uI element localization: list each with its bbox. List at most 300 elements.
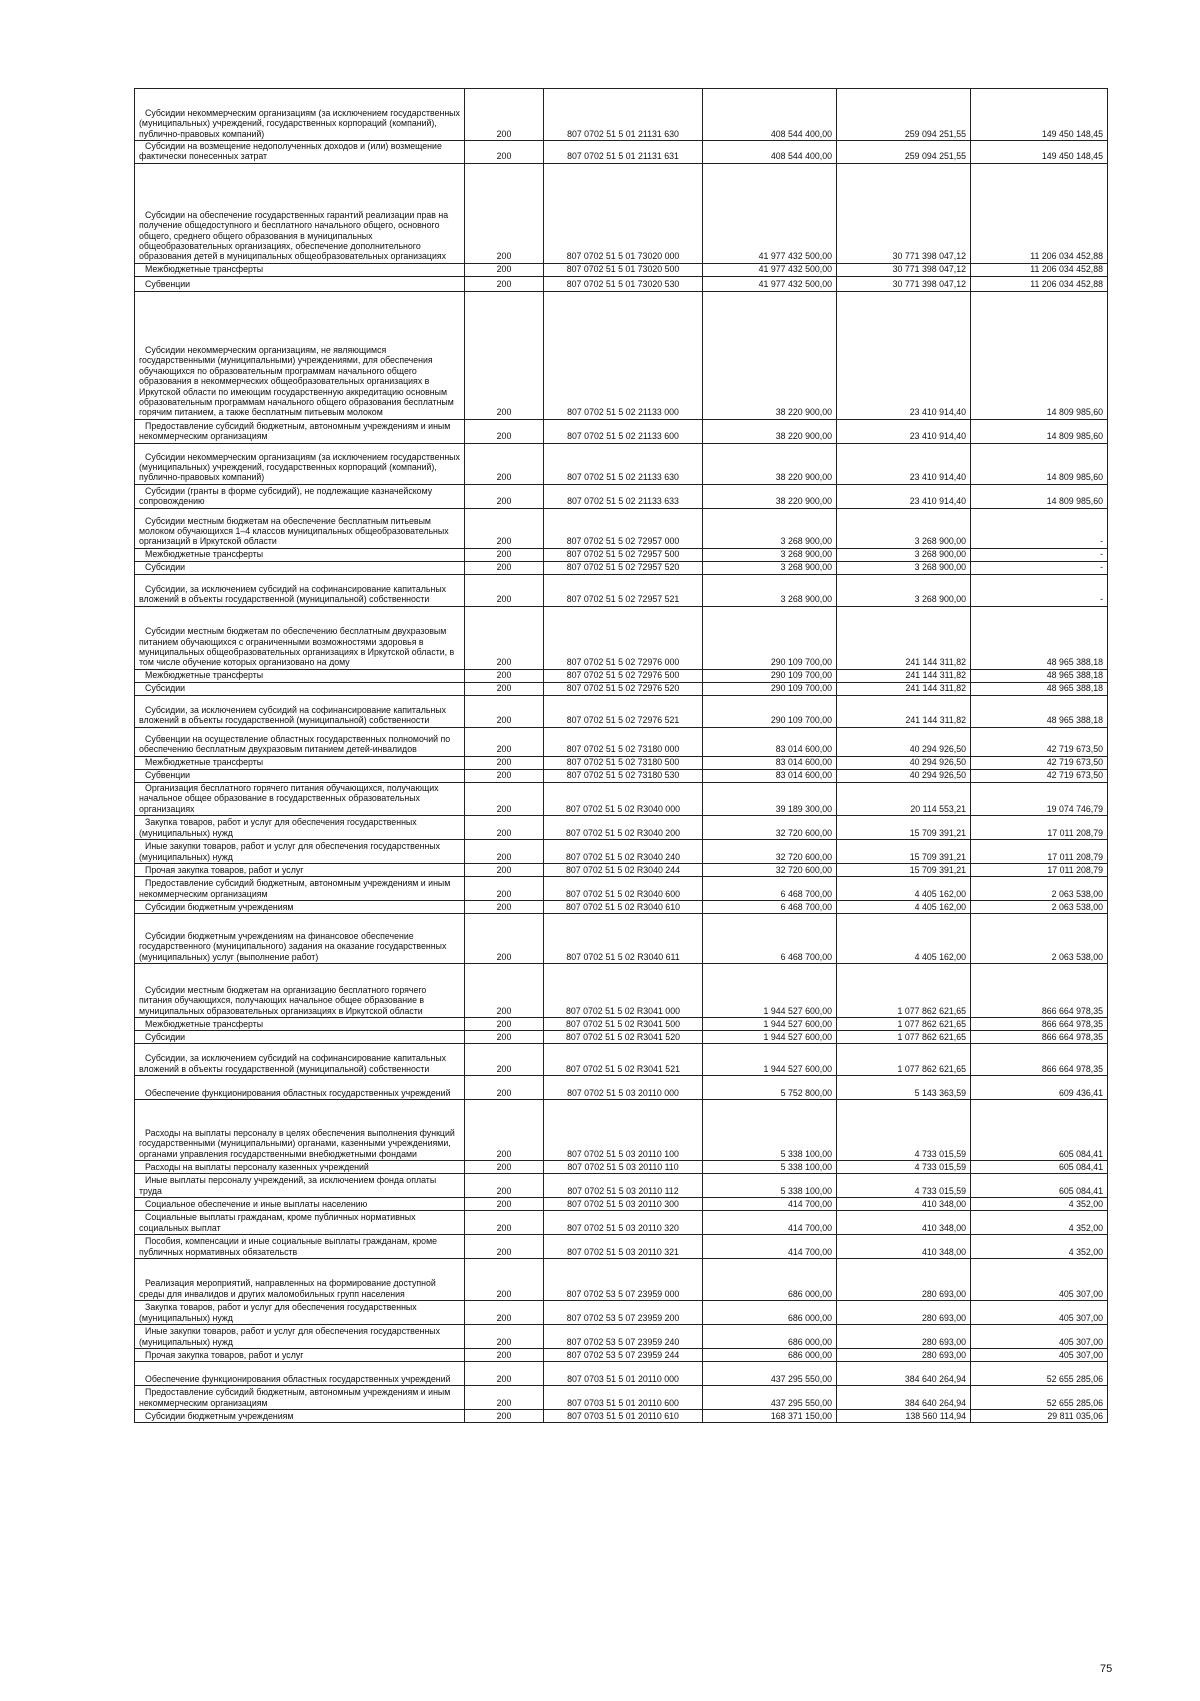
row-executed-amount: 1 077 862 621,65	[837, 964, 971, 1018]
row-description	[135, 1100, 465, 1161]
budget-report-sheet	[134, 88, 1102, 1423]
row-budget-code: 807 0702 51 5 02 73180 530	[544, 769, 703, 782]
table-row	[135, 574, 1108, 606]
row-section: 200	[465, 901, 544, 914]
row-executed-amount: 4 733 015,59	[837, 1174, 971, 1198]
row-approved-amount: 38 220 900,00	[703, 484, 837, 508]
row-description	[135, 964, 465, 1018]
row-description-text: Субсидии	[145, 562, 186, 573]
row-budget-code: 807 0702 51 5 02 72976 000	[544, 606, 703, 669]
table-row	[135, 276, 1108, 291]
table-row	[135, 669, 1108, 682]
row-section: 200	[465, 1031, 544, 1044]
row-approved-amount: 290 109 700,00	[703, 606, 837, 669]
table-row	[135, 1018, 1108, 1031]
row-approved-amount: 38 220 900,00	[703, 443, 837, 484]
row-unexecuted-amount: 609 436,41	[971, 1076, 1108, 1100]
row-approved-amount: 414 700,00	[703, 1198, 837, 1211]
row-approved-amount: 686 000,00	[703, 1349, 837, 1362]
row-description-text: Обеспечение функционирования областных государственных учреждений	[145, 1087, 451, 1098]
row-description	[135, 574, 465, 606]
row-budget-code: 807 0702 51 5 03 20110 100	[544, 1100, 703, 1161]
row-description-text: Предоставление субсидий бюджетным, автономным учреждениям и иным некоммерческим организациям	[139, 421, 451, 442]
table-row	[135, 769, 1108, 782]
row-description	[135, 1386, 465, 1410]
row-description	[135, 1018, 465, 1031]
row-unexecuted-amount: 52 655 285,06	[971, 1386, 1108, 1410]
row-executed-amount: 280 693,00	[837, 1349, 971, 1362]
row-section: 200	[465, 508, 544, 548]
row-budget-code: 807 0702 51 5 03 20110 321	[544, 1235, 703, 1259]
row-approved-amount: 686 000,00	[703, 1325, 837, 1349]
row-approved-amount: 41 977 432 500,00	[703, 263, 837, 276]
row-description-text: Субсидии бюджетным учреждениям	[145, 1410, 294, 1421]
row-approved-amount: 414 700,00	[703, 1235, 837, 1259]
row-section: 200	[465, 1076, 544, 1100]
row-description	[135, 864, 465, 877]
row-executed-amount: 241 144 311,82	[837, 606, 971, 669]
row-budget-code: 807 0702 51 5 02 R3040 610	[544, 901, 703, 914]
row-description	[135, 682, 465, 695]
row-approved-amount: 290 109 700,00	[703, 682, 837, 695]
row-section: 200	[465, 276, 544, 291]
row-unexecuted-amount: 605 084,41	[971, 1100, 1108, 1161]
row-budget-code: 807 0702 51 5 02 R3041 521	[544, 1044, 703, 1076]
row-section: 200	[465, 548, 544, 561]
row-approved-amount: 437 295 550,00	[703, 1386, 837, 1410]
row-approved-amount: 32 720 600,00	[703, 816, 837, 840]
row-executed-amount: 23 410 914,40	[837, 443, 971, 484]
row-approved-amount: 6 468 700,00	[703, 901, 837, 914]
row-executed-amount: 280 693,00	[837, 1325, 971, 1349]
row-unexecuted-amount: 866 664 978,35	[971, 1031, 1108, 1044]
row-approved-amount: 290 109 700,00	[703, 695, 837, 727]
row-description	[135, 816, 465, 840]
row-description-text: Субвенции	[145, 279, 191, 290]
row-section: 200	[465, 1018, 544, 1031]
row-executed-amount: 23 410 914,40	[837, 419, 971, 443]
row-description-text: Реализация мероприятий, направленных на формирование доступной среды для инвалидов и других маломобильных групп населения	[139, 1278, 436, 1299]
row-description-text: Субсидии	[145, 683, 186, 694]
row-description	[135, 756, 465, 769]
row-executed-amount: 1 077 862 621,65	[837, 1018, 971, 1031]
table-row	[135, 914, 1108, 964]
row-budget-code: 807 0702 51 5 02 73180 500	[544, 756, 703, 769]
table-row	[135, 1235, 1108, 1259]
table-row	[135, 1410, 1108, 1423]
table-row	[135, 163, 1108, 263]
row-section: 200	[465, 864, 544, 877]
row-description-text: Субсидии бюджетным учреждениям на финансовое обеспечение государственного (муниципального) задания на оказание государственных (муниципальных) услуг (выполнение работ)	[139, 930, 447, 962]
row-approved-amount: 6 468 700,00	[703, 877, 837, 901]
row-description-text: Субсидии некоммерческим организациям (за исключением государственных (муниципальных) учреждений, государственных корпораций (компаний), публично-правовых компаний)	[139, 451, 460, 483]
row-unexecuted-amount: 17 011 208,79	[971, 840, 1108, 864]
row-approved-amount: 686 000,00	[703, 1259, 837, 1301]
row-description-text: Субсидии на обеспечение государственных гарантий реализации прав на получение общедоступного и бесплатного начального общего, основного общего, среднего общего образования в муниципальных общеобразовательных организациях, обеспечение дополнительного образования детей в муниципальных общеобразовательных организациях	[139, 209, 449, 262]
row-description-text: Организация бесплатного горячего питания обучающихся, получающих начальное общее образование в государственных образовательных организациях	[139, 782, 439, 814]
row-approved-amount: 6 468 700,00	[703, 914, 837, 964]
row-budget-code: 807 0702 51 5 02 72957 521	[544, 574, 703, 606]
row-approved-amount: 1 944 527 600,00	[703, 1031, 837, 1044]
row-description-text: Субсидии, за исключением субсидий на софинансирование капитальных вложений в объекты государственной (муниципальной) собственности	[139, 1053, 447, 1074]
row-budget-code: 807 0702 53 5 07 23959 244	[544, 1349, 703, 1362]
row-approved-amount: 32 720 600,00	[703, 840, 837, 864]
row-unexecuted-amount: 4 352,00	[971, 1211, 1108, 1235]
row-description-text: Иные закупки товаров, работ и услуг для обеспечения государственных (муниципальных) нужд	[139, 841, 441, 862]
row-approved-amount: 1 944 527 600,00	[703, 1044, 837, 1076]
row-approved-amount: 83 014 600,00	[703, 756, 837, 769]
row-section: 200	[465, 964, 544, 1018]
row-section: 200	[465, 484, 544, 508]
budget-table	[134, 88, 1108, 1423]
row-executed-amount: 40 294 926,50	[837, 756, 971, 769]
row-budget-code: 807 0702 51 5 01 21131 630	[544, 89, 703, 141]
row-approved-amount: 5 338 100,00	[703, 1161, 837, 1174]
row-approved-amount: 5 752 800,00	[703, 1076, 837, 1100]
row-budget-code: 807 0703 51 5 01 20110 610	[544, 1410, 703, 1423]
row-approved-amount: 3 268 900,00	[703, 508, 837, 548]
row-budget-code: 807 0702 51 5 02 R3040 600	[544, 877, 703, 901]
row-description	[135, 89, 465, 141]
row-approved-amount: 5 338 100,00	[703, 1174, 837, 1198]
row-executed-amount: 280 693,00	[837, 1259, 971, 1301]
row-executed-amount: 4 405 162,00	[837, 877, 971, 901]
row-budget-code: 807 0702 51 5 03 20110 300	[544, 1198, 703, 1211]
row-approved-amount: 408 544 400,00	[703, 89, 837, 141]
row-description	[135, 561, 465, 574]
row-unexecuted-amount: 48 965 388,18	[971, 669, 1108, 682]
table-row	[135, 508, 1108, 548]
row-budget-code: 807 0702 51 5 01 21131 631	[544, 141, 703, 164]
row-executed-amount: 241 144 311,82	[837, 669, 971, 682]
row-budget-code: 807 0702 51 5 02 72976 521	[544, 695, 703, 727]
row-description-text: Прочая закупка товаров, работ и услуг	[145, 864, 304, 875]
row-description	[135, 291, 465, 419]
row-description-text: Субсидии	[145, 1031, 186, 1042]
table-row	[135, 1161, 1108, 1174]
row-budget-code: 807 0702 51 5 01 73020 000	[544, 163, 703, 263]
row-description-text: Межбюджетные трансферты	[145, 549, 264, 560]
row-budget-code: 807 0702 51 5 02 R3040 000	[544, 782, 703, 815]
row-executed-amount: 259 094 251,55	[837, 141, 971, 164]
row-description-text: Межбюджетные трансферты	[145, 1018, 264, 1029]
row-approved-amount: 83 014 600,00	[703, 727, 837, 756]
row-approved-amount: 168 371 150,00	[703, 1410, 837, 1423]
row-section: 200	[465, 1174, 544, 1198]
table-row	[135, 727, 1108, 756]
row-approved-amount: 32 720 600,00	[703, 864, 837, 877]
row-budget-code: 807 0702 51 5 02 72976 520	[544, 682, 703, 695]
table-row	[135, 1076, 1108, 1100]
row-description	[135, 840, 465, 864]
table-row	[135, 1031, 1108, 1044]
row-section: 200	[465, 1211, 544, 1235]
row-section: 200	[465, 1301, 544, 1325]
row-description	[135, 877, 465, 901]
page-number: 75	[1100, 1663, 1113, 1675]
table-row	[135, 877, 1108, 901]
row-budget-code: 807 0702 51 5 03 20110 110	[544, 1161, 703, 1174]
row-approved-amount: 1 944 527 600,00	[703, 1018, 837, 1031]
row-executed-amount: 30 771 398 047,12	[837, 263, 971, 276]
table-row	[135, 964, 1108, 1018]
row-description-text: Межбюджетные трансферты	[145, 757, 264, 768]
row-description	[135, 1349, 465, 1362]
table-row	[135, 141, 1108, 164]
row-description	[135, 1198, 465, 1211]
row-section: 200	[465, 1100, 544, 1161]
row-executed-amount: 1 077 862 621,65	[837, 1031, 971, 1044]
row-executed-amount: 410 348,00	[837, 1211, 971, 1235]
row-executed-amount: 4 405 162,00	[837, 901, 971, 914]
row-description	[135, 419, 465, 443]
row-executed-amount: 280 693,00	[837, 1301, 971, 1325]
row-executed-amount: 30 771 398 047,12	[837, 276, 971, 291]
table-row	[135, 1044, 1108, 1076]
table-row	[135, 419, 1108, 443]
row-approved-amount: 41 977 432 500,00	[703, 163, 837, 263]
row-description	[135, 1174, 465, 1198]
row-budget-code: 807 0702 51 5 02 R3041 520	[544, 1031, 703, 1044]
table-row	[135, 484, 1108, 508]
row-unexecuted-amount: 48 965 388,18	[971, 695, 1108, 727]
row-unexecuted-amount: 605 084,41	[971, 1161, 1108, 1174]
row-description-text: Субсидии некоммерческим организациям, не являющимся государственными (муниципальными) учреждениями, для обеспечения обучающихся по образовательным программам начального общего образования в некоммерческих общеобразовательных организациях в Иркутской области по имеющим государственную аккредитацию основным образовательным программам начального общего образования бесплатным горячим питанием, а также бесплатным питьевым молоком	[139, 344, 454, 418]
row-description	[135, 1301, 465, 1325]
row-executed-amount: 410 348,00	[837, 1198, 971, 1211]
row-unexecuted-amount: 2 063 538,00	[971, 914, 1108, 964]
row-unexecuted-amount: -	[971, 548, 1108, 561]
row-section: 200	[465, 695, 544, 727]
table-row	[135, 263, 1108, 276]
row-description-text: Субсидии (гранты в форме субсидий), не подлежащие казначейскому сопровождению	[139, 486, 433, 507]
row-unexecuted-amount: 405 307,00	[971, 1325, 1108, 1349]
row-unexecuted-amount: 866 664 978,35	[971, 964, 1108, 1018]
row-unexecuted-amount: 405 307,00	[971, 1259, 1108, 1301]
row-description-text: Субсидии, за исключением субсидий на софинансирование капитальных вложений в объекты государственной (муниципальной) собственности	[139, 705, 447, 726]
table-row	[135, 695, 1108, 727]
row-unexecuted-amount: 149 450 148,45	[971, 141, 1108, 164]
row-unexecuted-amount: 2 063 538,00	[971, 877, 1108, 901]
row-unexecuted-amount: 48 965 388,18	[971, 682, 1108, 695]
row-unexecuted-amount: 14 809 985,60	[971, 484, 1108, 508]
row-budget-code: 807 0702 51 5 03 20110 320	[544, 1211, 703, 1235]
row-section: 200	[465, 1410, 544, 1423]
row-unexecuted-amount: 866 664 978,35	[971, 1044, 1108, 1076]
row-description	[135, 508, 465, 548]
table-row	[135, 1386, 1108, 1410]
row-description	[135, 1362, 465, 1386]
row-section: 200	[465, 606, 544, 669]
row-description	[135, 1259, 465, 1301]
row-approved-amount: 1 944 527 600,00	[703, 964, 837, 1018]
row-description	[135, 606, 465, 669]
row-budget-code: 807 0702 51 5 01 73020 530	[544, 276, 703, 291]
row-executed-amount: 15 709 391,21	[837, 840, 971, 864]
row-budget-code: 807 0702 51 5 02 73180 000	[544, 727, 703, 756]
row-description	[135, 1031, 465, 1044]
row-description	[135, 769, 465, 782]
row-section: 200	[465, 141, 544, 164]
row-section: 200	[465, 263, 544, 276]
row-description-text: Иные закупки товаров, работ и услуг для обеспечения государственных (муниципальных) нужд	[139, 1326, 441, 1347]
row-description-text: Субсидии местным бюджетам на обеспечение бесплатным питьевым молоком обучающихся 1–4 классов муниципальных общеобразовательных организаций в Иркутской области	[139, 515, 449, 547]
table-row	[135, 782, 1108, 815]
row-section: 200	[465, 1044, 544, 1076]
row-description	[135, 163, 465, 263]
row-section: 200	[465, 682, 544, 695]
table-row	[135, 682, 1108, 695]
table-row	[135, 1100, 1108, 1161]
table-row	[135, 291, 1108, 419]
row-approved-amount: 686 000,00	[703, 1301, 837, 1325]
table-row	[135, 756, 1108, 769]
row-description	[135, 1211, 465, 1235]
row-unexecuted-amount: 11 206 034 452,88	[971, 263, 1108, 276]
table-row	[135, 606, 1108, 669]
table-row	[135, 443, 1108, 484]
row-executed-amount: 3 268 900,00	[837, 548, 971, 561]
row-executed-amount: 23 410 914,40	[837, 484, 971, 508]
row-description-text: Субсидии на возмещение недополученных доходов и (или) возмещение фактически понесенных затрат	[139, 141, 442, 162]
row-executed-amount: 3 268 900,00	[837, 508, 971, 548]
row-executed-amount: 384 640 264,94	[837, 1386, 971, 1410]
table-row	[135, 1174, 1108, 1198]
row-unexecuted-amount: 149 450 148,45	[971, 89, 1108, 141]
row-executed-amount: 40 294 926,50	[837, 727, 971, 756]
row-description	[135, 1410, 465, 1423]
row-unexecuted-amount: 42 719 673,50	[971, 756, 1108, 769]
row-description-text: Субсидии местным бюджетам на организацию бесплатного горячего питания обучающихся, получающих начальное общее образование в муниципальных образовательных организациях в Иркутской области	[139, 984, 427, 1016]
row-description-text: Субсидии некоммерческим организациям (за исключением государственных (муниципальных) учреждений, государственных корпораций (компаний), публично-правовых компаний)	[139, 107, 460, 139]
row-budget-code: 807 0702 51 5 02 72976 500	[544, 669, 703, 682]
row-description-text: Прочая закупка товаров, работ и услуг	[145, 1349, 304, 1360]
row-approved-amount: 38 220 900,00	[703, 419, 837, 443]
row-unexecuted-amount: 11 206 034 452,88	[971, 163, 1108, 263]
row-unexecuted-amount: 17 011 208,79	[971, 816, 1108, 840]
row-section: 200	[465, 574, 544, 606]
row-description-text: Расходы на выплаты персоналу казенных учреждений	[145, 1161, 369, 1172]
row-description	[135, 782, 465, 815]
table-row	[135, 1211, 1108, 1235]
row-executed-amount: 410 348,00	[837, 1235, 971, 1259]
row-executed-amount: 4 733 015,59	[837, 1161, 971, 1174]
row-executed-amount: 259 094 251,55	[837, 89, 971, 141]
row-unexecuted-amount: 14 809 985,60	[971, 291, 1108, 419]
row-section: 200	[465, 756, 544, 769]
row-approved-amount: 3 268 900,00	[703, 561, 837, 574]
row-section: 200	[465, 89, 544, 141]
row-description	[135, 1325, 465, 1349]
row-section: 200	[465, 1386, 544, 1410]
row-section: 200	[465, 840, 544, 864]
row-unexecuted-amount: 52 655 285,06	[971, 1362, 1108, 1386]
table-row	[135, 1198, 1108, 1211]
row-budget-code: 807 0702 53 5 07 23959 000	[544, 1259, 703, 1301]
row-executed-amount: 5 143 363,59	[837, 1076, 971, 1100]
row-executed-amount: 4 405 162,00	[837, 914, 971, 964]
row-section: 200	[465, 727, 544, 756]
row-unexecuted-amount: -	[971, 561, 1108, 574]
row-approved-amount: 83 014 600,00	[703, 769, 837, 782]
table-row	[135, 1349, 1108, 1362]
row-budget-code: 807 0702 51 5 03 20110 000	[544, 1076, 703, 1100]
row-unexecuted-amount: 2 063 538,00	[971, 901, 1108, 914]
row-approved-amount: 41 977 432 500,00	[703, 276, 837, 291]
row-unexecuted-amount: 4 352,00	[971, 1235, 1108, 1259]
table-row	[135, 1362, 1108, 1386]
row-budget-code: 807 0702 51 5 02 R3040 611	[544, 914, 703, 964]
row-description	[135, 669, 465, 682]
row-description-text: Закупка товаров, работ и услуг для обеспечения государственных (муниципальных) нужд	[139, 817, 417, 838]
row-description	[135, 484, 465, 508]
row-description	[135, 443, 465, 484]
budget-table-body	[135, 89, 1108, 1423]
row-budget-code: 807 0702 51 5 01 73020 500	[544, 263, 703, 276]
row-approved-amount: 3 268 900,00	[703, 574, 837, 606]
row-description-text: Закупка товаров, работ и услуг для обеспечения государственных (муниципальных) нужд	[139, 1302, 417, 1323]
row-unexecuted-amount: 42 719 673,50	[971, 769, 1108, 782]
row-approved-amount: 39 189 300,00	[703, 782, 837, 815]
row-budget-code: 807 0702 51 5 02 R3041 500	[544, 1018, 703, 1031]
row-executed-amount: 3 268 900,00	[837, 574, 971, 606]
table-row	[135, 1301, 1108, 1325]
row-section: 200	[465, 1235, 544, 1259]
row-approved-amount: 38 220 900,00	[703, 291, 837, 419]
row-section: 200	[465, 443, 544, 484]
row-executed-amount: 384 640 264,94	[837, 1362, 971, 1386]
row-description	[135, 548, 465, 561]
row-unexecuted-amount: 14 809 985,60	[971, 419, 1108, 443]
row-description-text: Обеспечение функционирования областных государственных учреждений	[145, 1373, 451, 1384]
row-executed-amount: 30 771 398 047,12	[837, 163, 971, 263]
table-row	[135, 840, 1108, 864]
table-row	[135, 561, 1108, 574]
row-budget-code: 807 0702 53 5 07 23959 200	[544, 1301, 703, 1325]
row-executed-amount: 15 709 391,21	[837, 816, 971, 840]
row-budget-code: 807 0702 51 5 02 R3040 244	[544, 864, 703, 877]
table-row	[135, 1325, 1108, 1349]
row-description	[135, 914, 465, 964]
table-row	[135, 864, 1108, 877]
row-section: 200	[465, 1198, 544, 1211]
row-description-text: Иные выплаты персоналу учреждений, за исключением фонда оплаты труда	[139, 1175, 437, 1196]
row-executed-amount: 4 733 015,59	[837, 1100, 971, 1161]
row-executed-amount: 138 560 114,94	[837, 1410, 971, 1423]
row-description-text: Пособия, компенсации и иные социальные выплаты гражданам, кроме публичных нормативных обязательств	[139, 1236, 438, 1257]
row-section: 200	[465, 769, 544, 782]
row-description-text: Межбюджетные трансферты	[145, 670, 264, 681]
row-executed-amount: 15 709 391,21	[837, 864, 971, 877]
row-budget-code: 807 0702 53 5 07 23959 240	[544, 1325, 703, 1349]
row-description-text: Социальное обеспечение и иные выплаты населению	[145, 1198, 368, 1209]
row-section: 200	[465, 877, 544, 901]
row-description-text: Субвенции на осуществление областных государственных полномочий по обеспечению бесплатным двухразовым питанием детей-инвалидов	[139, 734, 451, 755]
row-description	[135, 695, 465, 727]
row-budget-code: 807 0702 51 5 02 72957 520	[544, 561, 703, 574]
row-approved-amount: 414 700,00	[703, 1211, 837, 1235]
row-executed-amount: 23 410 914,40	[837, 291, 971, 419]
row-unexecuted-amount: -	[971, 508, 1108, 548]
row-budget-code: 807 0702 51 5 02 21133 633	[544, 484, 703, 508]
row-approved-amount: 437 295 550,00	[703, 1362, 837, 1386]
row-section: 200	[465, 291, 544, 419]
row-section: 200	[465, 914, 544, 964]
row-budget-code: 807 0703 51 5 01 20110 600	[544, 1386, 703, 1410]
row-description	[135, 901, 465, 914]
row-description-text: Субвенции	[145, 770, 191, 781]
row-section: 200	[465, 782, 544, 815]
